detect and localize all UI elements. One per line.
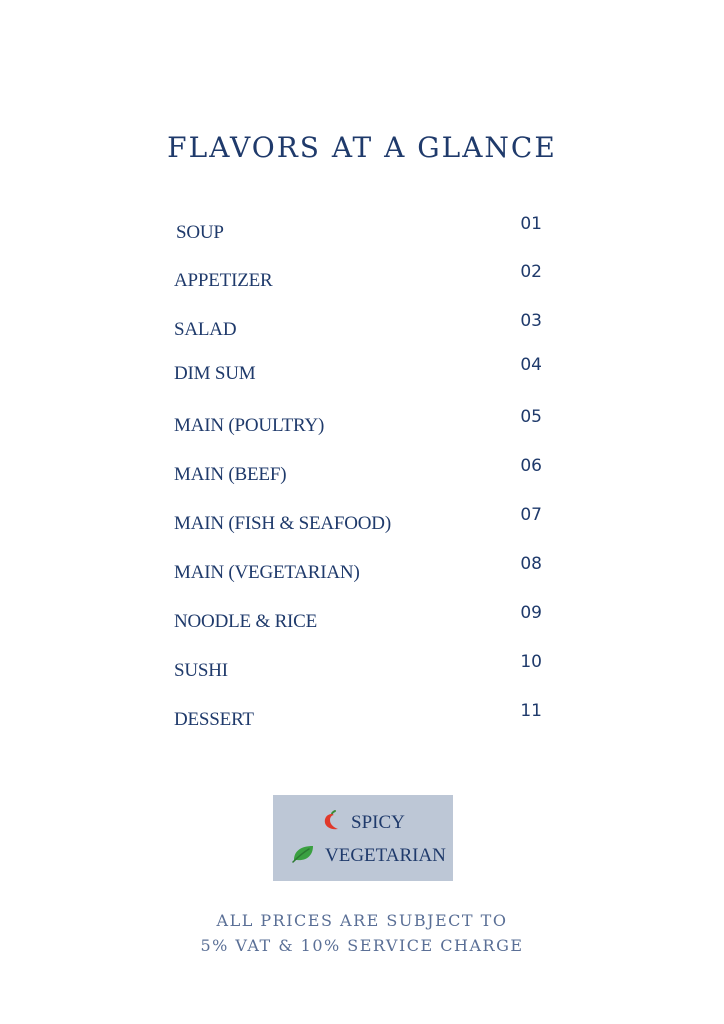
toc-page-number: 06 xyxy=(520,456,542,476)
toc-page-number: 07 xyxy=(520,505,542,525)
price-note-line1: ALL PRICES ARE SUBJECT TO xyxy=(216,911,508,930)
toc-label: SALAD xyxy=(174,319,237,340)
leaf-icon xyxy=(291,843,315,869)
toc-page-number: 01 xyxy=(520,214,542,234)
toc-row-soup[interactable] xyxy=(174,214,544,244)
toc-page-number: 02 xyxy=(520,262,542,282)
toc-row-noodle-rice[interactable] xyxy=(174,603,544,633)
toc-page-number: 03 xyxy=(520,311,542,331)
toc-page-number: 08 xyxy=(520,554,542,574)
legend-box xyxy=(273,795,453,881)
legend-item-vegetarian xyxy=(291,843,446,869)
toc-row-salad[interactable] xyxy=(174,311,544,341)
toc-label: DESSERT xyxy=(174,709,254,730)
toc-page-number: 05 xyxy=(520,407,542,427)
toc-page-number: 04 xyxy=(520,355,542,375)
legend-label-spicy: SPICY xyxy=(351,812,405,833)
toc-label: APPETIZER xyxy=(174,270,273,291)
chili-pepper-icon xyxy=(321,809,341,837)
toc-row-main-beef[interactable] xyxy=(174,456,544,486)
legend-item-spicy xyxy=(321,809,405,837)
toc-label: DIM SUM xyxy=(174,363,256,384)
toc-row-sushi[interactable] xyxy=(174,652,544,682)
toc-page-number: 09 xyxy=(520,603,542,623)
legend-label-vegetarian: VEGETARIAN xyxy=(325,845,446,866)
toc-label: SOUP xyxy=(176,222,224,243)
toc-row-dim-sum[interactable] xyxy=(174,355,544,385)
toc-label: MAIN (FISH & SEAFOOD) xyxy=(174,513,391,534)
toc-label: MAIN (VEGETARIAN) xyxy=(174,562,360,583)
toc-row-appetizer[interactable] xyxy=(174,262,544,292)
toc-page-number: 11 xyxy=(520,701,542,721)
toc-row-main-vegetarian[interactable] xyxy=(174,554,544,584)
toc-label: NOODLE & RICE xyxy=(174,611,318,632)
toc-row-main-poultry[interactable] xyxy=(174,407,544,437)
toc-page-number: 10 xyxy=(520,652,542,672)
toc-row-dessert[interactable] xyxy=(174,701,544,731)
toc-label: SUSHI xyxy=(174,660,228,681)
price-note-line2: 5% VAT & 10% SERVICE CHARGE xyxy=(200,936,524,955)
toc-label: MAIN (BEEF) xyxy=(174,464,287,485)
page-title: FLAVORS AT A GLANCE xyxy=(167,131,557,164)
toc-label: MAIN (POULTRY) xyxy=(174,415,325,436)
toc-row-main-fish-seafood[interactable] xyxy=(174,505,544,535)
